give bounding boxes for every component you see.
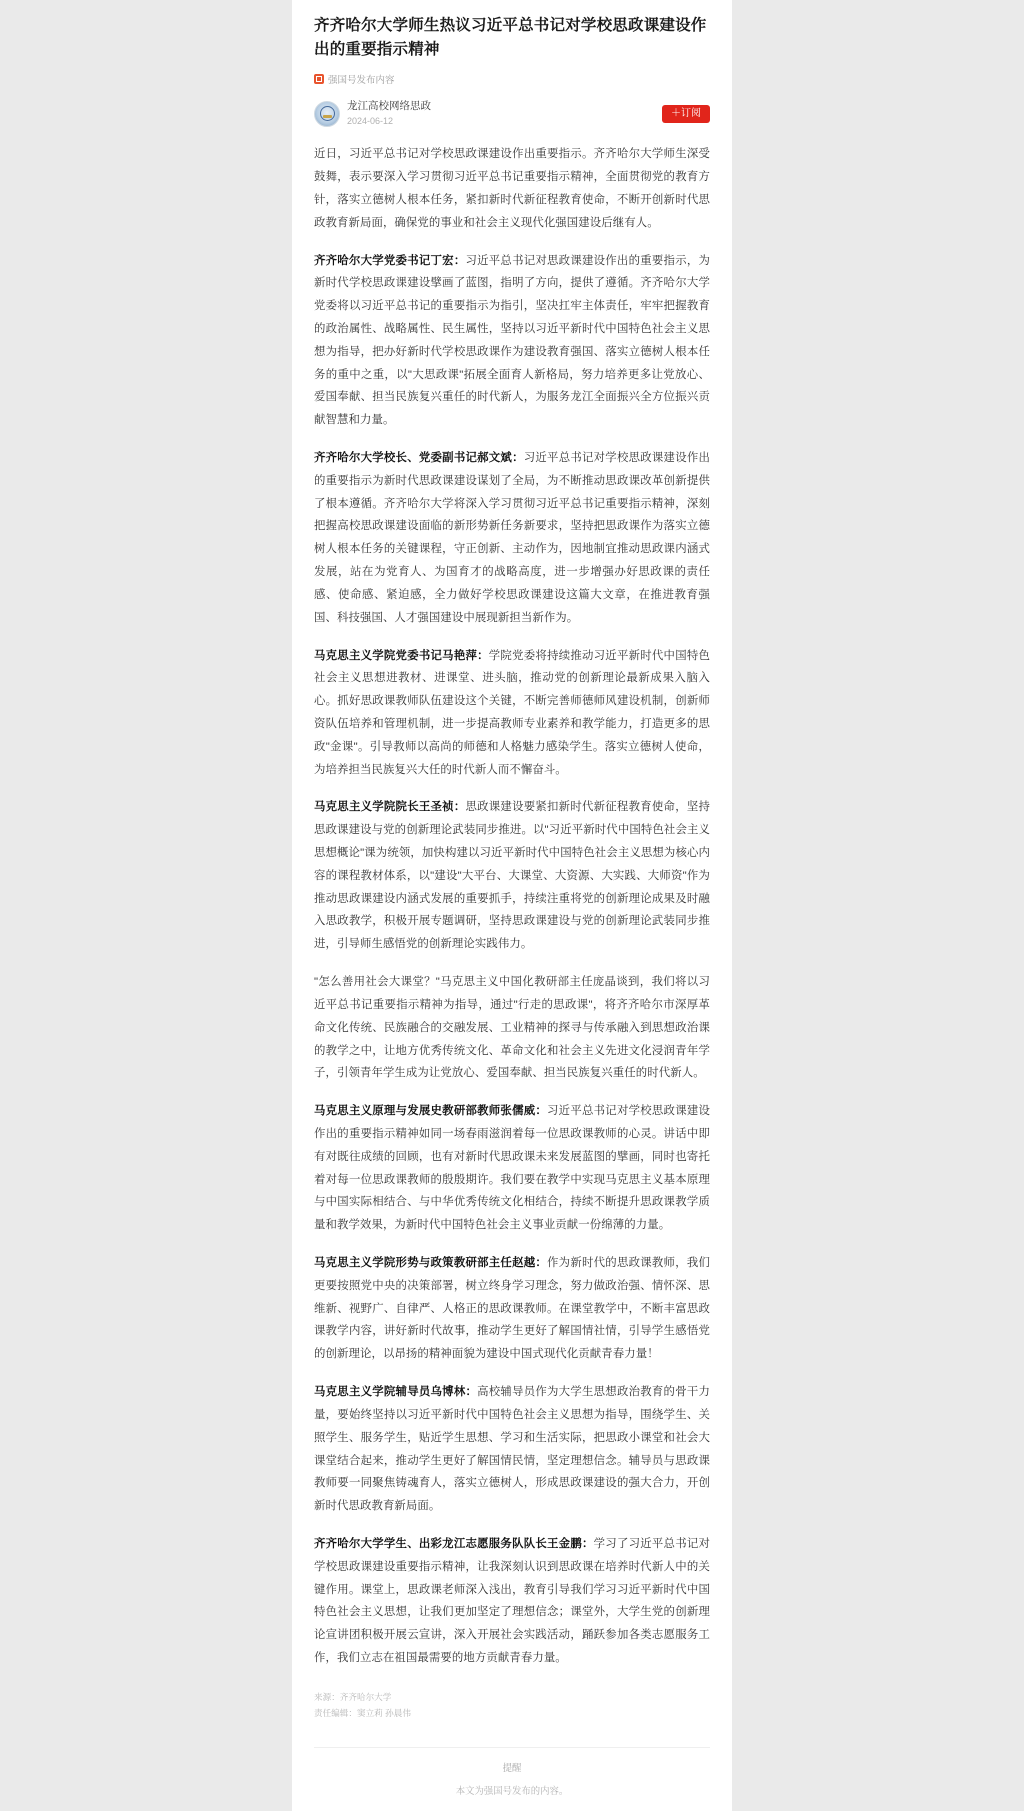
notice-title: 提醒 xyxy=(502,1762,522,1774)
paragraph-text: 思政课建设要紧扣新时代新征程教育使命，坚持思政课建设与党的创新理论武装同步推进。以"习近平新时代中国特色社会主义思想概论"课为统领，加快构建以习近平新时代中国特色社会主义思想为核心内容的课程教材体系，以"建设"大平台、大课堂、大资源、大实践、大师资"作为推动思政课建设内涵式发展的重要抓手，持续注重将党的创新理论成果及时融入思政教学，积极开展专题调研，坚持思政课建设与党的创新理论武装同步推进，引导师生感悟党的创新理论实践伟力。 xyxy=(314,801,710,951)
paragraph xyxy=(314,1533,710,1670)
source-tag-label: 强国号发布内容 xyxy=(328,75,395,87)
footer-meta xyxy=(314,1685,710,1722)
strong-nation-badge-icon xyxy=(314,74,324,84)
paragraph xyxy=(314,1100,710,1237)
paragraph xyxy=(314,250,710,433)
paragraph xyxy=(314,1381,710,1518)
paragraph-text: "怎么善用社会大课堂？"马克思主义中国化教研部主任庞晶谈到，我们将以习近平总书记重要指示精神为指导，通过"行走的思政课"，将齐齐哈尔市深厚革命文化传统、民族融合的交融发展、工业精神的探寻与传承融入到思想政治课的教学之中，让地方优秀传统文化、革命文化和社会主义先进文化浸润青年学子，引领青年学生成为让党放心、爱国奉献、担当民族复兴重任的时代新人。 xyxy=(314,976,710,1080)
paragraph-text: 习近平总书记对思政课建设作出的重要指示，为新时代学校思政课建设擘画了蓝图，指明了方向，提供了遵循。齐齐哈尔大学党委将以习近平总书记的重要指示为指引，坚决扛牢主体责任，牢牢把握教育的政治属性、战略属性、民生属性，坚持以习近平新时代中国特色社会主义思想为指导，把办好新时代学校思政课作为建设教育强国、落实立德树人根本任务的重中之重，以"大思政课"拓展全面育人新格局，努力培养更多让党放心、爱国奉献、担当民族复兴重任的时代新人，为服务龙江全面振兴全方位振兴贡献智慧和力量。 xyxy=(314,254,710,427)
source-tag xyxy=(314,72,710,86)
paragraph-lead: 齐齐哈尔大学学生、出彩龙江志愿服务队队长王金鹏： xyxy=(314,1537,594,1550)
paragraph-lead: 齐齐哈尔大学党委书记丁宏： xyxy=(314,254,466,267)
source-line: 来源：齐齐哈尔大学 xyxy=(314,1691,392,1702)
paragraph-text: 近日，习近平总书记对学校思政课建设作出重要指示。齐齐哈尔大学师生深受鼓舞，表示要深入学习贯彻习近平总书记重要指示精神，全面贯彻党的教育方针，落实立德树人根本任务，紧扣新时代新征程教育使命，不断开创新时代思政教育新局面，确保党的事业和社会主义现代化强国建设后继有人。 xyxy=(314,148,710,229)
article-body xyxy=(314,143,710,1670)
paragraph-text: 学院党委将持续推动习近平新时代中国特色社会主义思想进教材、进课堂、进头脑，推动党的创新理论最新成果入脑入心。抓好思政课教师队伍建设这个关键，不断完善师德师风建设机制，创新师资队伍培养和管理机制，进一步提高教师专业素养和教学能力，打造更多的思政"金课"。引导教师以高尚的师德和人格魅力感染学生。落实立德树人使命，为培养担当民族复兴大任的时代新人而不懈奋斗。 xyxy=(314,649,710,776)
account-name[interactable]: 龙江高校网络思政 xyxy=(347,100,431,113)
paragraph-text: 习近平总书记对学校思政课建设作出的重要指示为新时代思政课建设谋划了全局，为不断推动思政课改革创新提供了根本遵循。齐齐哈尔大学将深入学习贯彻习近平总书记重要指示精神，深刻把握高校思政课建设面临的新形势新任务新要求，坚持把思政课作为落实立德树人根本任务的关键课程，守正创新、主动作为，因地制宜推动思政课内涵式发展，站在为党育人、为国育才的战略高度，进一步增强办好思政课的责任感、使命感、紧迫感，全力做好学校思政课建设这篇大文章，在推进教育强国、科技强国、人才强国建设中展现新担当新作为。 xyxy=(314,452,710,624)
avatar[interactable] xyxy=(314,101,340,127)
paragraph-lead: 马克思主义学院院长王圣祯： xyxy=(314,801,466,814)
paragraph xyxy=(314,971,710,1085)
paragraph-lead: 马克思主义学院辅导员乌博林： xyxy=(314,1386,478,1399)
byline-meta xyxy=(347,100,662,127)
paragraph xyxy=(314,143,710,234)
paragraph-lead: 齐齐哈尔大学校长、党委副书记郝文斌： xyxy=(314,452,524,465)
paragraph-lead: 马克思主义原理与发展史教研部教师张儒威： xyxy=(314,1105,548,1118)
article-inner xyxy=(292,0,732,1811)
paragraph xyxy=(314,796,710,956)
paragraph-lead: 马克思主义学院形势与政策教研部主任赵越： xyxy=(314,1257,548,1270)
paragraph-text: 学习了习近平总书记对学校思政课建设重要指示精神，让我深刻认识到思政课在培养时代新人中的关键作用。课堂上，思政课老师深入浅出，教育引导我们学习习近平新时代中国特色社会主义思想，让我们更加坚定了理想信念；课堂外，大学生党的创新理论宣讲团积极开展云宣讲，深入开展社会实践活动，踊跃参加各类志愿服务工作，我们立志在祖国最需要的地方贡献青春力量。 xyxy=(314,1537,710,1665)
editor-line: 责任编辑：窦立莉 孙晨伟 xyxy=(314,1708,411,1719)
notice-text: 本文为强国号发布的内容。 xyxy=(455,1785,569,1797)
paragraph xyxy=(314,1252,710,1366)
paragraph-lead: 马克思主义学院党委书记马艳萍： xyxy=(314,649,489,662)
paragraph xyxy=(314,645,710,782)
publish-date: 2024-06-12 xyxy=(347,115,394,126)
paragraph-text: 作为新时代的思政课教师，我们更要按照党中央的决策部署，树立终身学习理念，努力做政治强、情怀深、思维新、视野广、自律严、人格正的思政课教师。在课堂教学中，不断丰富思政课教学内容，讲好新时代故事，推动学生更好了解国情社情，引导学生感悟党的创新理论，以昂扬的精神面貌为建设中国式现代化贡献青春力量！ xyxy=(314,1257,710,1361)
paragraph-text: 高校辅导员作为大学生思想政治教育的骨干力量，要始终坚持以习近平新时代中国特色社会主义思想为指导，围绕学生、关照学生、服务学生，贴近学生思想、学习和生活实际，把思政小课堂和社会大课堂结合起来，推动学生更好了解国情民情，坚定理想信念。辅导员与思政课教师要一同聚焦铸魂育人，落实立德树人，形成思政课建设的强大合力，开创新时代思政教育新局面。 xyxy=(314,1386,710,1513)
article-sheet xyxy=(292,0,732,1811)
paragraph-text: 习近平总书记对学校思政课建设作出的重要指示精神如同一场春雨滋润着每一位思政课教师的心灵。讲话中即有对既往成绩的回顾，也有对新时代思政课未来发展蓝图的擘画，同时也寄托着对每一位思政课教师的殷殷期许。我们要在教学中实现马克思主义基本原理与中国实际相结合、与中华优秀传统文化相结合，持续不断提升思政课教学质量和教学效果，为新时代中国特色社会主义事业贡献一份绵薄的力量。 xyxy=(314,1105,710,1232)
page-title: 齐齐哈尔大学师生热议习近平总书记对学校思政课建设作出的重要指示精神 xyxy=(314,17,707,59)
paragraph xyxy=(314,447,710,630)
byline xyxy=(314,100,710,127)
subscribe-button[interactable]: ＋订阅 xyxy=(662,105,710,123)
notice-block xyxy=(314,1747,710,1811)
